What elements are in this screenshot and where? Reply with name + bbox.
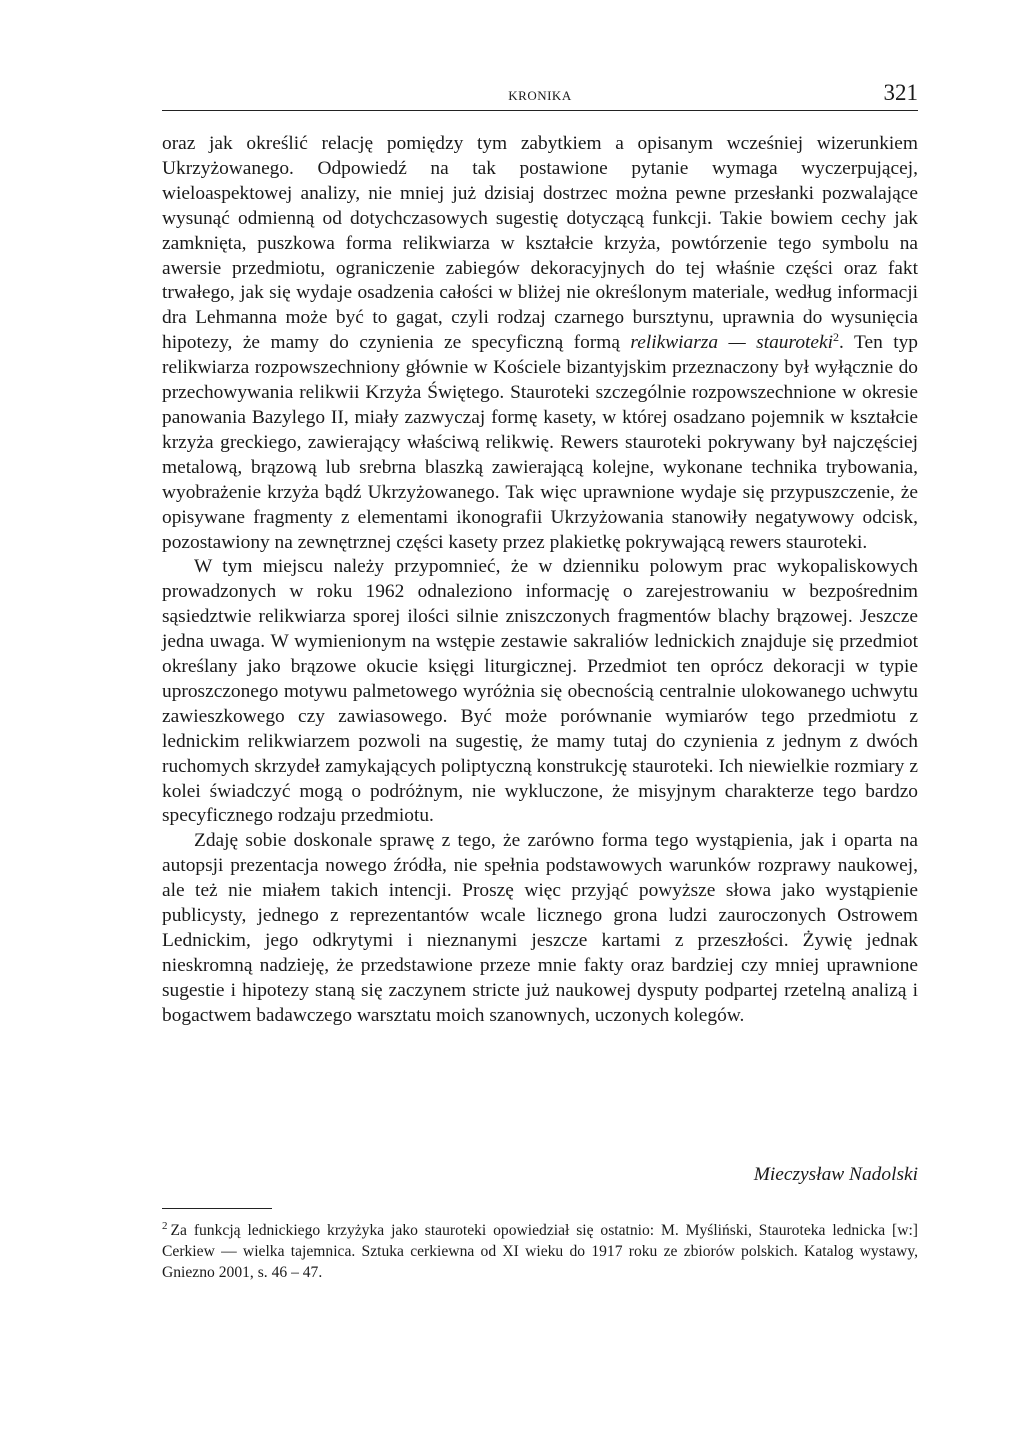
paragraph-1-text-b: . Ten typ relikwiarza rozpowszechniony głównie w Kościele bizantyjskim przeznaczony był wyłącznie do przechowywania relikwii Krzyża Świętego. Stauroteki szczególnie rozpowszechnione w okresie panowania Bazylego II, miały zazwyczaj formę kasety, w której osadzano pojemnik w kształcie krzyża greckiego, zawierający właściwą relikwię. Rewers stauroteki pokrywany był najczęściej metalową, brązową lub srebrna blaszką zawierającą kolejne, wykonane technika trybowania, wyobrażenie krzyża bądź Ukrzyżowanego. Tak więc uprawnione wydaje się przypuszczenie, że opisywane fragmenty z elementami ikonografii Ukrzyżowania stanowiły negatywowy odcisk, pozostawiony na zewnętrznej części kasety przez plakietkę pokrywającą rewers stauroteki.	[162, 332, 918, 553]
footnote-reference[interactable]: 2	[833, 330, 840, 345]
footnote-number: 2	[162, 1220, 168, 1232]
paragraph-2: W tym miejscu należy przypomnieć, że w dzienniku polowym prac wykopaliskowych prowadzonych w roku 1962 odnaleziono informację o zarejestrowaniu w bezpośrednim sąsiedztwie relikwiarza sporej ilości silnie zniszczonych fragmentów blachy brązowej. Jeszcze jedna uwaga. W wymienionym na wstępie zestawie sakraliów lednickich znajduje się przedmiot określany jako brązowe okucie księgi liturgicznej. Przedmiot ten oprócz dekoracji w typie uproszczonego motywu palmetowego wyróżnia się obecnością centralnie ulokowanego uchwytu zawieszkowego czy zawiasowego. Być może porównanie wymiarów tego przedmiotu z lednickim relikwiarzem pozwoli na sugestię, że mamy tutaj do czynienia z jednym z dwóch ruchomych skrzydeł zamykających poliptyczną konstrukcję stauroteki. Ich niewielkie rozmiary z kolei świadczyć mogą o podróżnym, nie wykluczone, że misyjnym charakterze tego bardzo specyficznego rodzaju przedmiotu.	[162, 556, 918, 827]
running-header	[162, 80, 918, 111]
page-number: 321	[883, 80, 918, 105]
footnote-text: Za funkcją lednickiego krzyżyka jako stauroteki opowiedział się ostatnio: M. Myśliński, Stauroteka lednicka [w:] Cerkiew — wielka tajemnica. Sztuka cerkiewna od XI wieku do 1917 roku ze zbiorów polskich. Katalog wystawy, Gniezno 2001, s. 46 – 47.	[162, 1222, 918, 1281]
main-text	[162, 132, 918, 1029]
author-signature: Mieczysław Nadolski	[753, 1164, 918, 1185]
footnote-divider	[162, 1208, 272, 1209]
italic-term: relikwiarza — stauroteki	[630, 332, 834, 354]
footnote	[162, 1220, 918, 1283]
paragraph-3: Zdaję sobie doskonale sprawę z tego, że zarówno forma tego wystąpienia, jak i oparta na autopsji prezentacja nowego źródła, nie spełnia podstawowych warunków rozprawy naukowej, ale też nie miałem takich intencji. Proszę więc przyjąć powyższe słowa jako wystąpienie publicysty, jednego z reprezentantów wcale licznego grona ludzi zauroczonych Ostrowem Lednickim, jego odkrytymi i nieznanymi jeszcze kartami z przeszłości. Żywię jednak nieskromną nadzieję, że przedstawione przeze mnie fakty oraz bardziej czy mniej uprawnione sugestie i hipotezy staną się zaczynem stricte już naukowej dysputy podpartej rzetelną analizą i bogactwem badawczego warsztatu moich szanownych, uczonych kolegów.	[162, 830, 918, 1026]
running-title: KRONIKA	[508, 88, 572, 103]
paragraph-1	[162, 132, 918, 555]
paragraph-1-text-a: oraz jak określić relację pomiędzy tym zabytkiem a opisanym wcześniej wizerunkiem Ukrzyżowanego. Odpowiedź na tak postawione pytanie wymaga wyczerpującej, wieloaspektowej analizy, nie mniej już dzisiaj dostrzec można pewne przesłanki pozwalające wysunąć odmienną od dotychczasowych sugestię dotyczącą funkcji. Takie bowiem cechy jak zamknięta, puszkowa forma relikwiarza w kształcie krzyża, powtórzenie tego symbolu na awersie przedmiotu, ograniczenie zabiegów dekoracyjnych do tej właśnie części oraz fakt trwałego, jak się wydaje osadzenia całości w bliżej nie określonym materiale, według informacji dra Lehmanna może być to gagat, czyli rodzaj czarnego bursztynu, uprawnia do wysunięcia hipotezy, że mamy do czynienia ze specyficzną formą	[162, 133, 918, 354]
